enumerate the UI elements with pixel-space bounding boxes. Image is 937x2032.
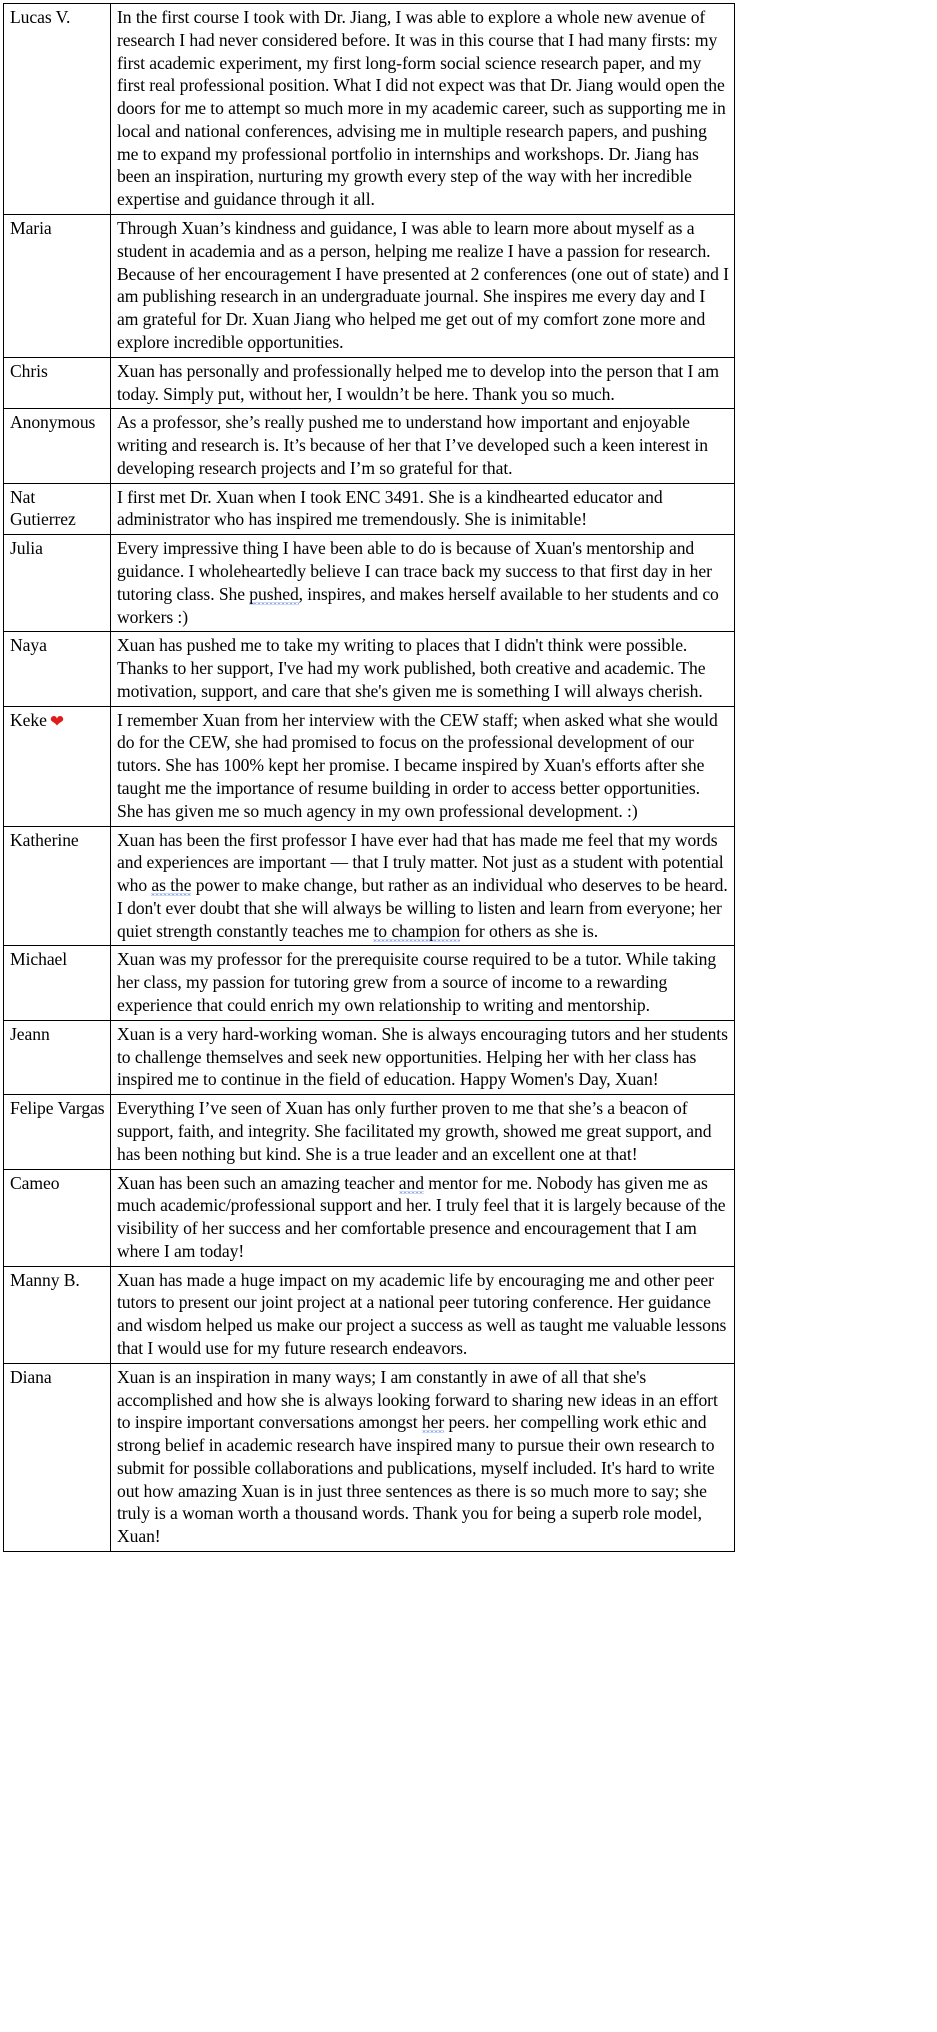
testimonial-text-cell [111, 1095, 735, 1169]
contributor-name-cell [4, 1363, 111, 1551]
contributor-name: Lucas V. [10, 7, 71, 27]
contributor-name-cell [4, 409, 111, 483]
spellcheck-underline: as the [151, 875, 192, 896]
table-row [4, 1020, 735, 1094]
contributor-name-cell [4, 483, 111, 535]
testimonial-text-cell [111, 483, 735, 535]
testimonial-text-cell [111, 632, 735, 706]
testimonial-text: I remember Xuan from her interview with the CEW staff; when asked what she would do for the CEW, she had promised to focus on the professional development of our tutors. She has 100% kept her promise. I became inspired by Xuan's efforts after she taught me the importance of resume building in order to access better opportunities. She has given me so much agency in my own professional development. :) [117, 709, 718, 821]
table-row [4, 946, 735, 1020]
contributor-name: Katherine [10, 829, 79, 850]
table-row [4, 632, 735, 706]
contributor-name-cell [4, 826, 111, 946]
testimonial-text-cell [111, 946, 735, 1020]
contributor-name-cell [4, 535, 111, 632]
contributor-name-cell [4, 1020, 111, 1094]
contributor-name: Cameo [10, 1172, 60, 1193]
testimonial-text: As a professor, she’s really pushed me to understand how important and enjoyable writing and research is. It’s because of her that I’ve developed such a keen interest in developing research projects and I’m so grateful for that. [117, 412, 708, 478]
spellcheck-underline: pushed [249, 583, 299, 604]
table-row [4, 4, 735, 215]
testimonial-text-cell [111, 215, 735, 358]
testimonial-text-cell [111, 1266, 735, 1363]
testimonial-text-cell [111, 1363, 735, 1551]
testimonial-text: Xuan has personally and professionally helped me to develop into the person that I am today. Simply put, without her, I wouldn’t be here. Thank you so much. [117, 360, 719, 404]
testimonial-text: In the first course I took with Dr. Jiang, I was able to explore a whole new avenue of research I had never considered before. It was in this course that I had many firsts: my first academic experiment, my first long-form social science research paper, and my first real professional position. What I did not expect was that Dr. Jiang would open the doors for me to attempt so much more in my academic career, such as supporting me in local and national conferences, advising me in multiple research papers, and pushing me to expand my professional portfolio in internships and workshops. Dr. Jiang has been an inspiration, nurturing my growth every step of the way with her incredible expertise and guidance through it all. [117, 7, 726, 210]
testimonial-text: Xuan was my professor for the prerequisite course required to be a tutor. While taking her class, my passion for tutoring grew from a source of income to a rewarding experience that could enrich my own relationship to writing and mentorship. [117, 949, 717, 1016]
testimonial-text: Xuan is an inspiration in many ways; I am constantly in awe of all that she's accomplished and how she is always looking forward to sharing new ideas in an effort to inspire important conversations amongst her peers. her compelling work ethic and strong belief in academic research have inspired many to pursue their own research to submit for possible collaborations and publications, myself included. It's hard to write out how amazing Xuan is in just three sentences as there is so much more to say; she truly is a woman worth a thousand words. Thank you for being a superb role model, Xuan! [117, 1366, 718, 1547]
contributor-name: Maria [10, 218, 52, 239]
spellcheck-underline: to champion [373, 920, 461, 941]
testimonial-text: Xuan has made a huge impact on my academic life by encouraging me and other peer tutors to present our joint project at a national peer tutoring conference. Her guidance and wisdom helped us make our project a success as well as taught me valuable lessons that I would use for my future research endeavors. [117, 1269, 727, 1358]
contributor-name: Naya [10, 635, 47, 656]
contributor-name-cell [4, 946, 111, 1020]
testimonial-text-cell [111, 1169, 735, 1266]
table-row [4, 215, 735, 358]
testimonial-text-cell [111, 826, 735, 946]
testimonials-table-body [4, 4, 735, 1552]
spellcheck-underline: and [398, 1172, 424, 1193]
testimonial-text: Xuan is a very hard-working woman. She is always encouraging tutors and her students to challenge themselves and seek new opportunities. Helping her with her class has inspired me to continue in the field of education. Happy Women's Day, Xuan! [117, 1023, 728, 1090]
contributor-name-cell [4, 632, 111, 706]
contributor-name-cell [4, 215, 111, 358]
testimonial-text-cell [111, 409, 735, 483]
testimonial-text-cell [111, 706, 735, 826]
contributor-name: Manny B. [10, 1269, 80, 1290]
contributor-name-cell [4, 706, 111, 826]
contributor-name: Keke [10, 709, 47, 730]
testimonial-text-cell [111, 1020, 735, 1094]
contributor-name: Felipe Vargas [10, 1098, 105, 1119]
table-row [4, 535, 735, 632]
testimonial-text: I first met Dr. Xuan when I took ENC 3491. She is a kindhearted educator and administrator who has inspired me tremendously. She is inimitable! [117, 486, 663, 530]
table-row [4, 826, 735, 946]
table-row [4, 1095, 735, 1169]
testimonial-text: Everything I’ve seen of Xuan has only further proven to me that she’s a beacon of support, faith, and integrity. She facilitated my growth, showed me great support, and has been nothing but kind. She is a true leader and an excellent one at that! [117, 1098, 712, 1164]
table-row [4, 357, 735, 409]
contributor-name: Chris [10, 360, 48, 381]
table-row [4, 1266, 735, 1363]
testimonial-text: Through Xuan’s kindness and guidance, I was able to learn more about myself as a student in academia and as a person, helping me realize I have a passion for research. Because of her encouragement I have presented at 2 conferences (one out of state) and I am publishing research in an undergraduate journal. She inspires me every day and I am grateful for Dr. Xuan Jiang who helped me get out of my comfort zone more and explore incredible opportunities. [117, 218, 729, 352]
contributor-name: Julia [10, 538, 43, 559]
table-row [4, 1169, 735, 1266]
testimonial-text: Xuan has been such an amazing teacher and mentor for me. Nobody has given me as much academic/professional support and her. I truly feel that it is largely because of the visibility of her success and her comfortable presence and encouragement that I am where I am today! [117, 1172, 726, 1261]
contributor-name-cell [4, 357, 111, 409]
table-row [4, 483, 735, 535]
testimonial-text-cell [111, 4, 735, 215]
table-row [4, 706, 735, 826]
testimonial-text: Xuan has been the first professor I have ever had that has made me feel that my words and experiences are important — that I truly matter. Not just as a student with potential who as the power to make change, but rather as an individual who deserves to be heard. I don't ever doubt that she will always be willing to listen and learn from everyone; her quiet strength constantly teaches me to champion for others as she is. [117, 829, 728, 941]
testimonial-text: Xuan has pushed me to take my writing to places that I didn't think were possible. Thanks to her support, I've had my work published, both creative and academic. The motivation, support, and care that she's given me is something I will always cherish. [117, 635, 706, 701]
table-row [4, 409, 735, 483]
contributor-name-cell [4, 4, 111, 215]
testimonial-text: Every impressive thing I have been able to do is because of Xuan's mentorship and guidance. I wholeheartedly believe I can trace back my success to that first day in her tutoring class. She pushed, inspires, and makes herself available to her students and co workers :) [117, 538, 719, 627]
testimonials-table [3, 3, 735, 1552]
table-row [4, 1363, 735, 1551]
contributor-name: Anonymous [10, 412, 96, 433]
contributor-name: Nat Gutierrez [10, 486, 76, 530]
contributor-name: Michael [10, 949, 68, 970]
contributor-name-cell [4, 1095, 111, 1169]
contributor-name: Jeann [10, 1023, 50, 1044]
testimonial-text-cell [111, 357, 735, 409]
contributor-name: Diana [10, 1366, 52, 1387]
spellcheck-underline: her [421, 1412, 445, 1433]
testimonial-text-cell [111, 535, 735, 632]
contributor-name-cell [4, 1266, 111, 1363]
heart-icon: ❤ [49, 711, 64, 731]
contributor-name-cell [4, 1169, 111, 1266]
